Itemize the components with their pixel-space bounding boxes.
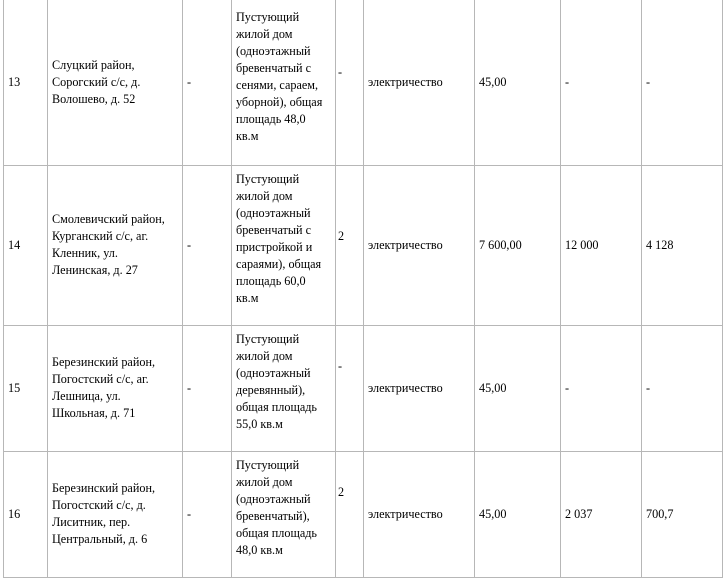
- address-line: Березинский район,: [52, 355, 156, 369]
- address-line: Волошево, д. 52: [52, 91, 136, 106]
- utility-cell: электричество: [364, 451, 475, 577]
- value1-cell: 45,00: [475, 0, 561, 165]
- table-row: [4, 165, 723, 325]
- address-cell: [48, 0, 183, 165]
- table-row: [4, 0, 723, 165]
- value2-cell: 12 000: [561, 165, 642, 325]
- description-line: жилой дом: [236, 27, 293, 41]
- address-line: Лиситник, пер.: [52, 515, 131, 529]
- description-line: жилой дом: [236, 188, 293, 203]
- description-line: уборной), общая: [236, 95, 323, 109]
- address-cell: [48, 325, 183, 451]
- description-line: пристройкой и: [236, 239, 313, 254]
- utility-cell: электричество: [364, 325, 475, 451]
- property-table: [3, 0, 723, 578]
- value1-cell: 45,00: [475, 325, 561, 451]
- value2-cell: -: [561, 325, 642, 451]
- description-line: (одноэтажный: [236, 205, 311, 220]
- description-line: (одноэтажный: [236, 491, 311, 506]
- table-row: [4, 325, 723, 451]
- value3-cell: 700,7: [642, 451, 723, 577]
- description-line: сенями, сараем,: [236, 78, 319, 92]
- description-line: Пустующий: [236, 171, 300, 186]
- row-number: 14: [4, 165, 48, 325]
- description-cell: [232, 325, 336, 451]
- value1-cell: 7 600,00: [475, 165, 561, 325]
- dash-cell: -: [183, 165, 232, 325]
- description-cell: [232, 0, 336, 165]
- description-line: (одноэтажный: [236, 44, 311, 58]
- value3-cell: 4 128: [642, 165, 723, 325]
- description-line: площадь 60,0: [236, 273, 306, 288]
- address-line: Центральный, д. 6: [52, 532, 148, 546]
- description-line: бревенчатый с: [236, 61, 312, 75]
- address-line: Ленинская, д. 27: [52, 263, 138, 277]
- dash-cell: -: [183, 325, 232, 451]
- quantity-cell: 2: [336, 165, 364, 325]
- value2-cell: 2 037: [561, 451, 642, 577]
- quantity-cell: -: [336, 0, 364, 165]
- quantity-cell: 2: [336, 451, 364, 577]
- description-line: жилой дом: [236, 348, 293, 363]
- utility-cell: электричество: [364, 0, 475, 165]
- description-line: сараями), общая: [236, 256, 322, 271]
- description-line: жилой дом: [236, 474, 293, 489]
- table-row: [4, 451, 723, 577]
- description-line: общая площадь: [236, 399, 317, 414]
- table-body: [4, 0, 723, 577]
- address-line: Смолевичский район,: [52, 212, 165, 226]
- value2-cell: -: [561, 0, 642, 165]
- description-line: (одноэтажный: [236, 365, 311, 380]
- description-line: 55,0 кв.м: [236, 416, 283, 431]
- dash-cell: -: [183, 451, 232, 577]
- description-line: площадь 48,0: [236, 112, 306, 126]
- quantity-cell: -: [336, 325, 364, 451]
- value3-cell: -: [642, 0, 723, 165]
- description-cell: [232, 451, 336, 577]
- value3-cell: -: [642, 325, 723, 451]
- address-line: Курганский с/с, аг.: [52, 229, 149, 243]
- description-line: кв.м: [236, 290, 259, 305]
- address-line: Лешница, ул.: [52, 389, 121, 403]
- row-number: 15: [4, 325, 48, 451]
- row-number: 13: [4, 0, 48, 165]
- address-line: Погостский с/с, аг.: [52, 372, 149, 386]
- description-line: бревенчатый с: [236, 222, 312, 237]
- address-cell: [48, 165, 183, 325]
- description-line: бревенчатый),: [236, 508, 310, 523]
- value1-cell: 45,00: [475, 451, 561, 577]
- description-line: Пустующий: [236, 10, 300, 24]
- description-line: общая площадь: [236, 525, 317, 540]
- address-line: Кленник, ул.: [52, 246, 118, 260]
- address-line: Школьная, д. 71: [52, 406, 136, 420]
- address-line: Березинский район,: [52, 481, 156, 495]
- description-cell: [232, 165, 336, 325]
- description-line: Пустующий: [236, 331, 300, 346]
- address-line: Слуцкий район,: [52, 57, 135, 72]
- description-line: деревянный),: [236, 382, 306, 397]
- description-line: кв.м: [236, 129, 259, 143]
- utility-cell: электричество: [364, 165, 475, 325]
- row-number: 16: [4, 451, 48, 577]
- address-cell: [48, 451, 183, 577]
- address-line: Погостский с/с, д.: [52, 498, 146, 512]
- dash-cell: -: [183, 0, 232, 165]
- description-line: Пустующий: [236, 457, 300, 472]
- address-line: Сорогский с/с, д.: [52, 74, 141, 89]
- description-line: 48,0 кв.м: [236, 542, 283, 557]
